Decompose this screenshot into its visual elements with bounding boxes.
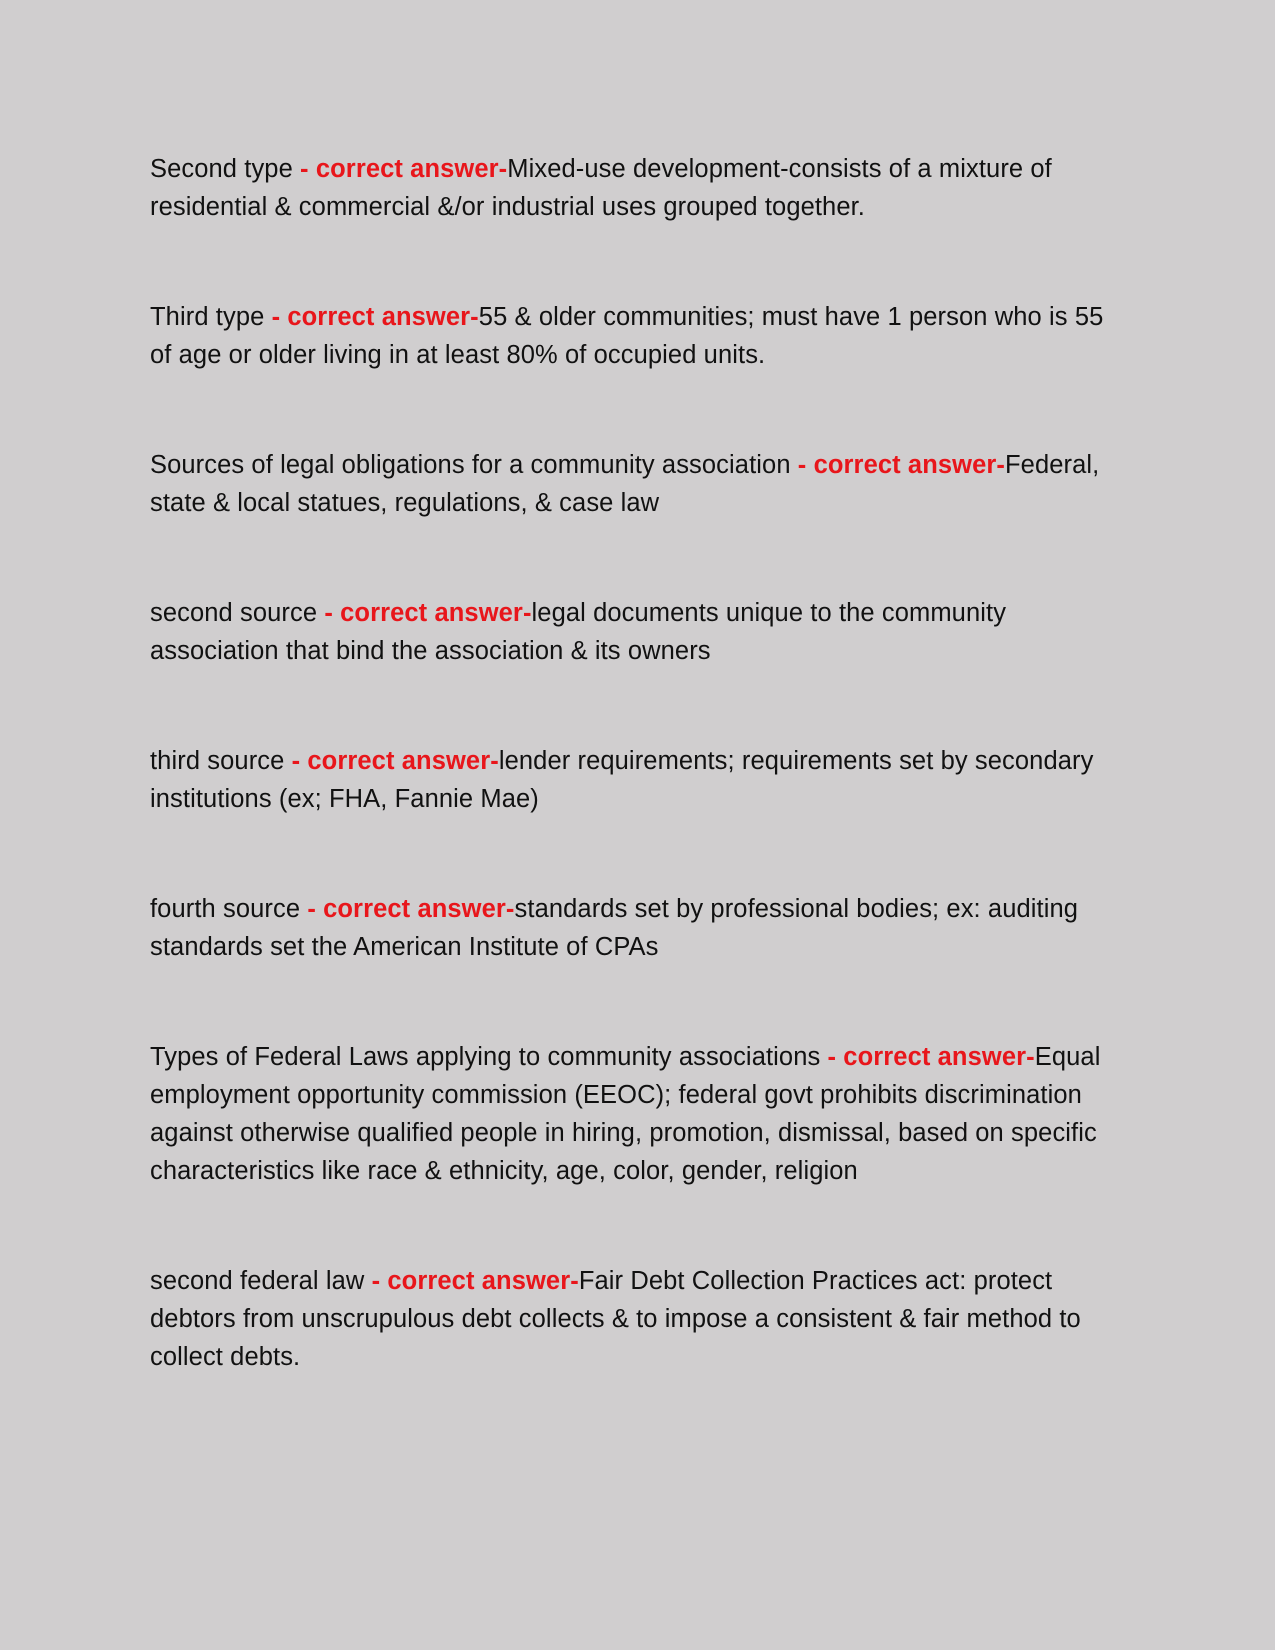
- qa-item: [150, 150, 1130, 226]
- answer-text: lender requirements; requirements set by secondary institutions (ex; FHA, Fannie Mae): [150, 747, 1094, 813]
- qa-item: [150, 890, 1130, 966]
- question-text: Third type: [150, 303, 265, 331]
- question-text: Second type: [150, 155, 293, 183]
- qa-item: [150, 446, 1130, 522]
- answer-text: Mixed-use development-consists of a mixture of residential & commercial &/or industrial uses grouped together.: [150, 155, 1052, 221]
- correct-answer-separator: - correct answer-: [292, 155, 508, 183]
- correct-answer-separator: - correct answer-: [317, 599, 532, 627]
- correct-answer-separator: - correct answer-: [264, 303, 479, 331]
- question-text: Types of Federal Laws applying to community associations: [150, 1043, 821, 1071]
- question-text: second federal law: [150, 1267, 365, 1295]
- question-text: Sources of legal obligations for a community association: [150, 451, 791, 479]
- correct-answer-separator: - correct answer-: [300, 895, 515, 923]
- qa-item: [150, 594, 1130, 670]
- answer-text: Federal, state & local statues, regulations, & case law: [150, 451, 1100, 517]
- correct-answer-separator: - correct answer-: [284, 747, 499, 775]
- correct-answer-separator: - correct answer-: [820, 1043, 1035, 1071]
- qa-item: [150, 742, 1130, 818]
- document-page: [150, 150, 1130, 1448]
- correct-answer-separator: - correct answer-: [790, 451, 1005, 479]
- qa-item: [150, 1262, 1130, 1376]
- qa-item: [150, 298, 1130, 374]
- question-text: third source: [150, 747, 285, 775]
- answer-text: Fair Debt Collection Practices act: protect debtors from unscrupulous debt collects & to impose a consistent & fair method to collect debts.: [150, 1267, 1081, 1371]
- correct-answer-separator: - correct answer-: [364, 1267, 579, 1295]
- answer-text: 55 & older communities; must have 1 person who is 55 of age or older living in at least 80% of occupied units.: [150, 303, 1104, 369]
- question-text: fourth source: [150, 895, 301, 923]
- qa-item: [150, 1038, 1130, 1190]
- question-text: second source: [150, 599, 318, 627]
- answer-text: Equal employment opportunity commission (EEOC); federal govt prohibits discrimination against otherwise qualified people in hiring, promotion, dismissal, based on specific characteristics like race & ethnicity, age, color, gender, religion: [150, 1043, 1101, 1185]
- answer-text: standards set by professional bodies; ex: auditing standards set the American Institute of CPAs: [150, 895, 1079, 961]
- answer-text: legal documents unique to the community association that bind the association & its owners: [150, 599, 1007, 665]
